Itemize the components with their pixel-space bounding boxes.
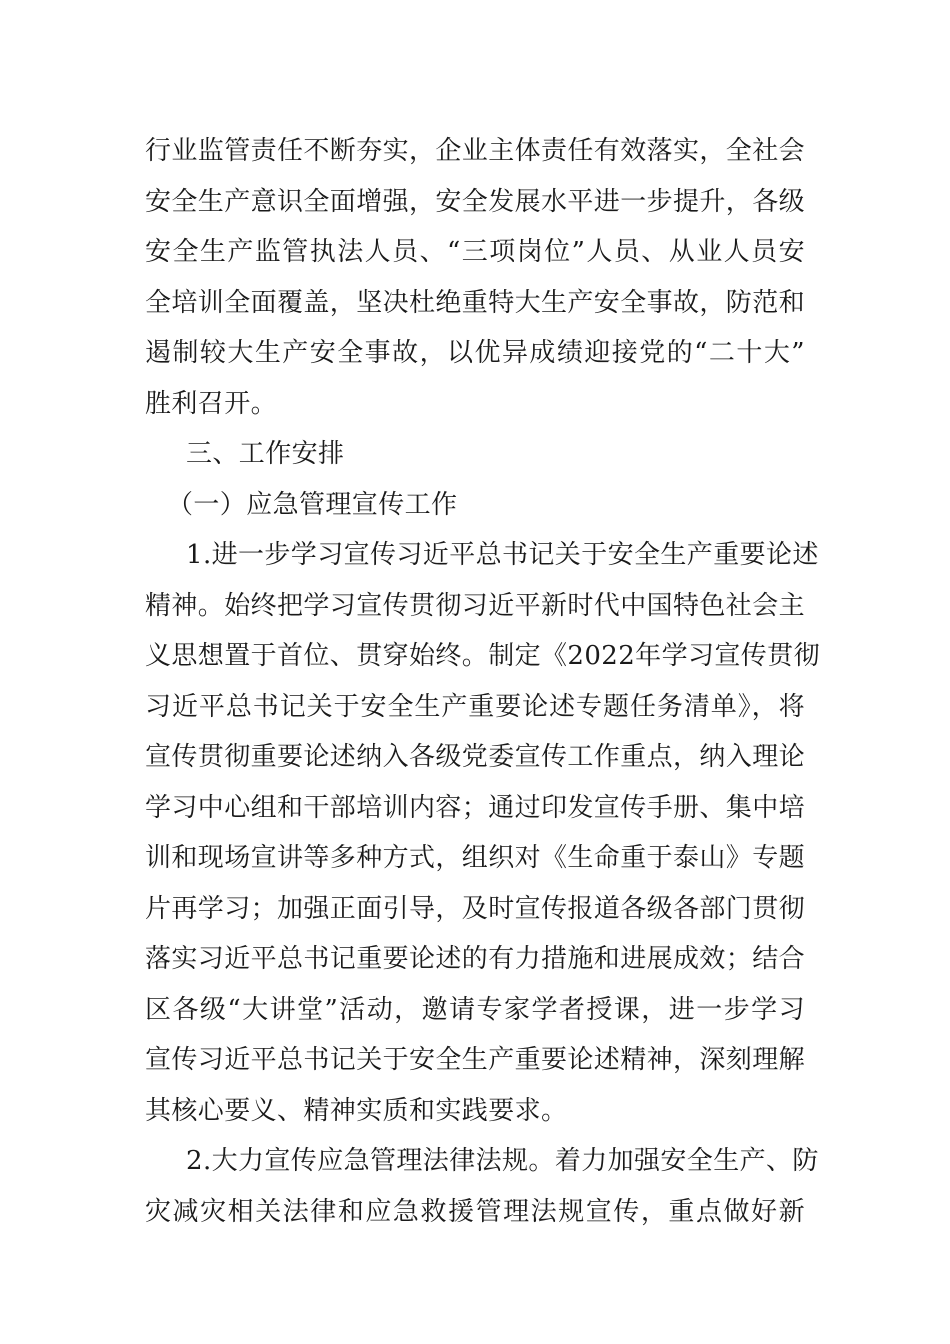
text-line: 安全生产意识全面增强，安全发展水平进一步提升，各级	[145, 186, 806, 217]
text-line: 精神。始终把学习宣传贯彻习近平新时代中国特色社会主	[145, 590, 806, 621]
text-line: 安全生产监管执法人员、“三项岗位”人员、从业人员安	[145, 237, 805, 267]
text-line: 宣传贯彻重要论述纳入各级党委宣传工作重点，纳入理论	[145, 742, 806, 772]
continuation-paragraph	[145, 126, 805, 429]
text-line: 片再学习；加强正面引导，及时宣传报道各级各部门贯彻	[145, 893, 806, 924]
text-line: 2.大力宣传应急管理法律法规。着力加强安全生产、防	[186, 1146, 819, 1176]
text-line: 1.进一步学习宣传习近平总书记关于安全生产重要论述	[186, 540, 819, 570]
text-line: 行业监管责任不断夯实，企业主体责任有效落实，全社会	[145, 136, 806, 166]
text-line: 遏制较大生产安全事故，以优异成绩迎接党的“二十大”	[145, 338, 805, 368]
text-line: 义思想置于首位、贯穿始终。制定《2022年学习宣传贯彻	[145, 641, 820, 671]
text-line: 习近平总书记关于安全生产重要论述专题任务清单》，将	[145, 691, 805, 722]
text-line: 胜利召开。	[145, 388, 278, 419]
item-2-paragraph	[145, 1136, 819, 1237]
subsection-heading: （一）应急管理宣传工作	[167, 489, 458, 520]
text-line: 区各级“大讲堂”活动，邀请专家学者授课，进一步学习	[145, 994, 805, 1025]
text-line: 落实习近平总书记重要论述的有力措施和进展成效；结合	[145, 944, 806, 974]
text-line: 全培训全面覆盖，坚决杜绝重特大生产安全事故，防范和	[145, 287, 806, 318]
text-line: 其核心要义、精神实质和实践要求。	[145, 1095, 568, 1126]
text-line: 灾减灾相关法律和应急救援管理法规宣传，重点做好新	[145, 1196, 805, 1227]
item-1-paragraph	[145, 530, 820, 1136]
text-line: 宣传习近平总书记关于安全生产重要论述精神，深刻理解	[145, 1045, 806, 1075]
section-heading: 三、工作安排	[186, 439, 345, 469]
text-line: 学习中心组和干部培训内容；通过印发宣传手册、集中培	[145, 792, 806, 823]
text-line: 训和现场宣讲等多种方式，组织对《生命重于泰山》专题	[145, 843, 806, 873]
document-page	[145, 126, 820, 1237]
